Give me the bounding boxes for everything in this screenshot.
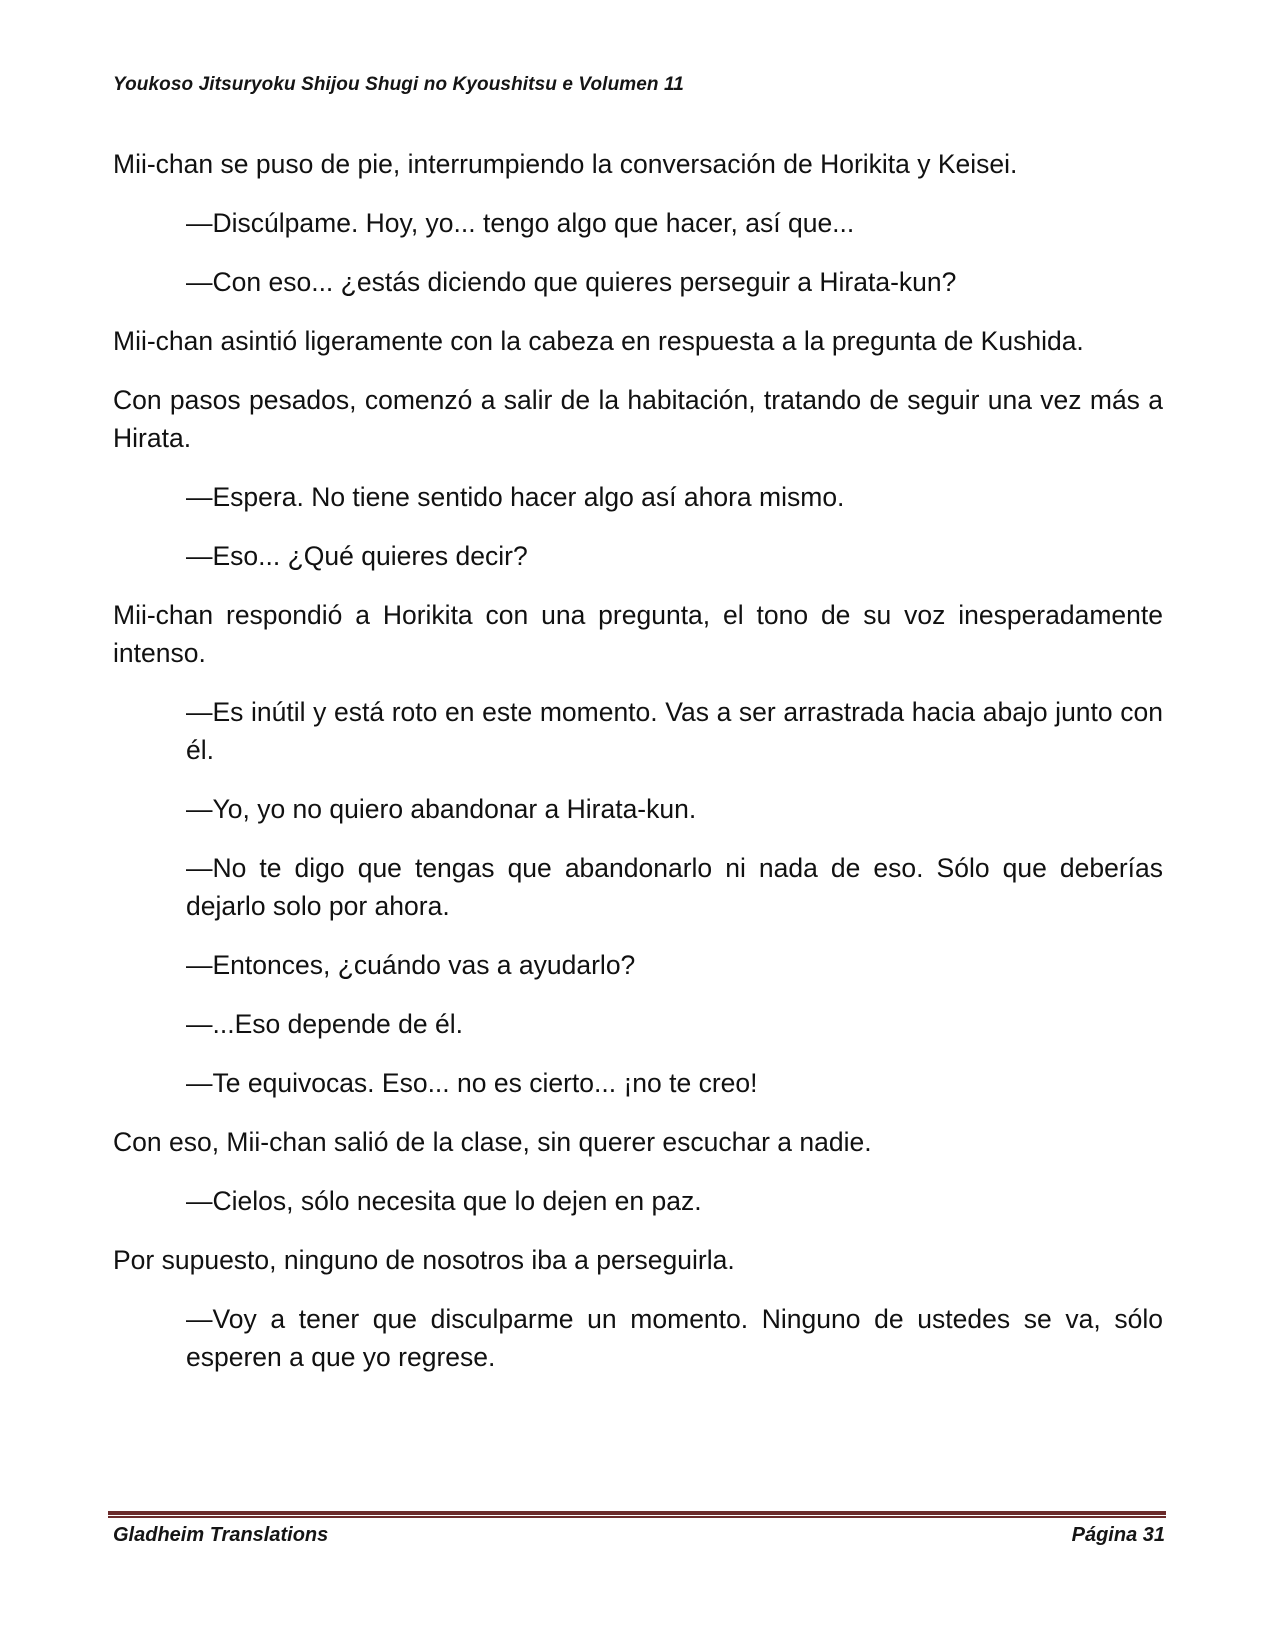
running-header: Youkoso Jitsuryoku Shijou Shugi no Kyoushitsu e Volumen 11 xyxy=(113,74,684,95)
paragraph-dialogue: —Discúlpame. Hoy, yo... tengo algo que hacer, así que... xyxy=(186,208,855,238)
footer-credit: Gladheim Translations xyxy=(113,1524,329,1546)
paragraph-dialogue: —Con eso... ¿estás diciendo que quieres perseguir a Hirata-kun? xyxy=(186,267,957,297)
paragraph-dialogue: —...Eso depende de él. xyxy=(186,1009,463,1039)
footer-divider-thick xyxy=(108,1511,1166,1515)
paragraph-narration: Mii-chan se puso de pie, interrumpiendo la conversación de Horikita y Keisei. xyxy=(113,149,1018,179)
paragraph-dialogue: —Eso... ¿Qué quieres decir? xyxy=(186,541,528,571)
paragraph-narration: Con eso, Mii-chan salió de la clase, sin querer escuchar a nadie. xyxy=(113,1127,872,1157)
page-body xyxy=(113,145,1163,1397)
paragraph-narration: Mii-chan respondió a Horikita con una pregunta, el tono de su voz inesperadamente intenso. xyxy=(113,600,1163,668)
paragraph-dialogue: —Voy a tener que disculparme un momento. Ninguno de ustedes se va, sólo esperen a que yo regrese. xyxy=(186,1304,1163,1372)
footer-divider xyxy=(108,1511,1166,1518)
paragraph-dialogue: —Te equivocas. Eso... no es cierto... ¡no te creo! xyxy=(186,1068,758,1098)
paragraph-dialogue: —No te digo que tengas que abandonarlo ni nada de eso. Sólo que deberías dejarlo solo por ahora. xyxy=(186,853,1163,921)
paragraph-narration: Mii-chan asintió ligeramente con la cabeza en respuesta a la pregunta de Kushida. xyxy=(113,326,1084,356)
paragraph-narration: Con pasos pesados, comenzó a salir de la habitación, tratando de seguir una vez más a Hirata. xyxy=(113,385,1163,453)
paragraph-dialogue: —Cielos, sólo necesita que lo dejen en paz. xyxy=(186,1186,702,1216)
footer-divider-thin xyxy=(108,1516,1166,1518)
paragraph-dialogue: —Espera. No tiene sentido hacer algo así ahora mismo. xyxy=(186,482,845,512)
paragraph-narration: Por supuesto, ninguno de nosotros iba a perseguirla. xyxy=(113,1245,735,1275)
page-number: Página 31 xyxy=(1071,1524,1165,1546)
paragraph-dialogue: —Es inútil y está roto en este momento. Vas a ser arrastrada hacia abajo junto con él. xyxy=(186,697,1163,765)
paragraph-dialogue: —Yo, yo no quiero abandonar a Hirata-kun. xyxy=(186,794,697,824)
paragraph-dialogue: —Entonces, ¿cuándo vas a ayudarlo? xyxy=(186,950,636,980)
